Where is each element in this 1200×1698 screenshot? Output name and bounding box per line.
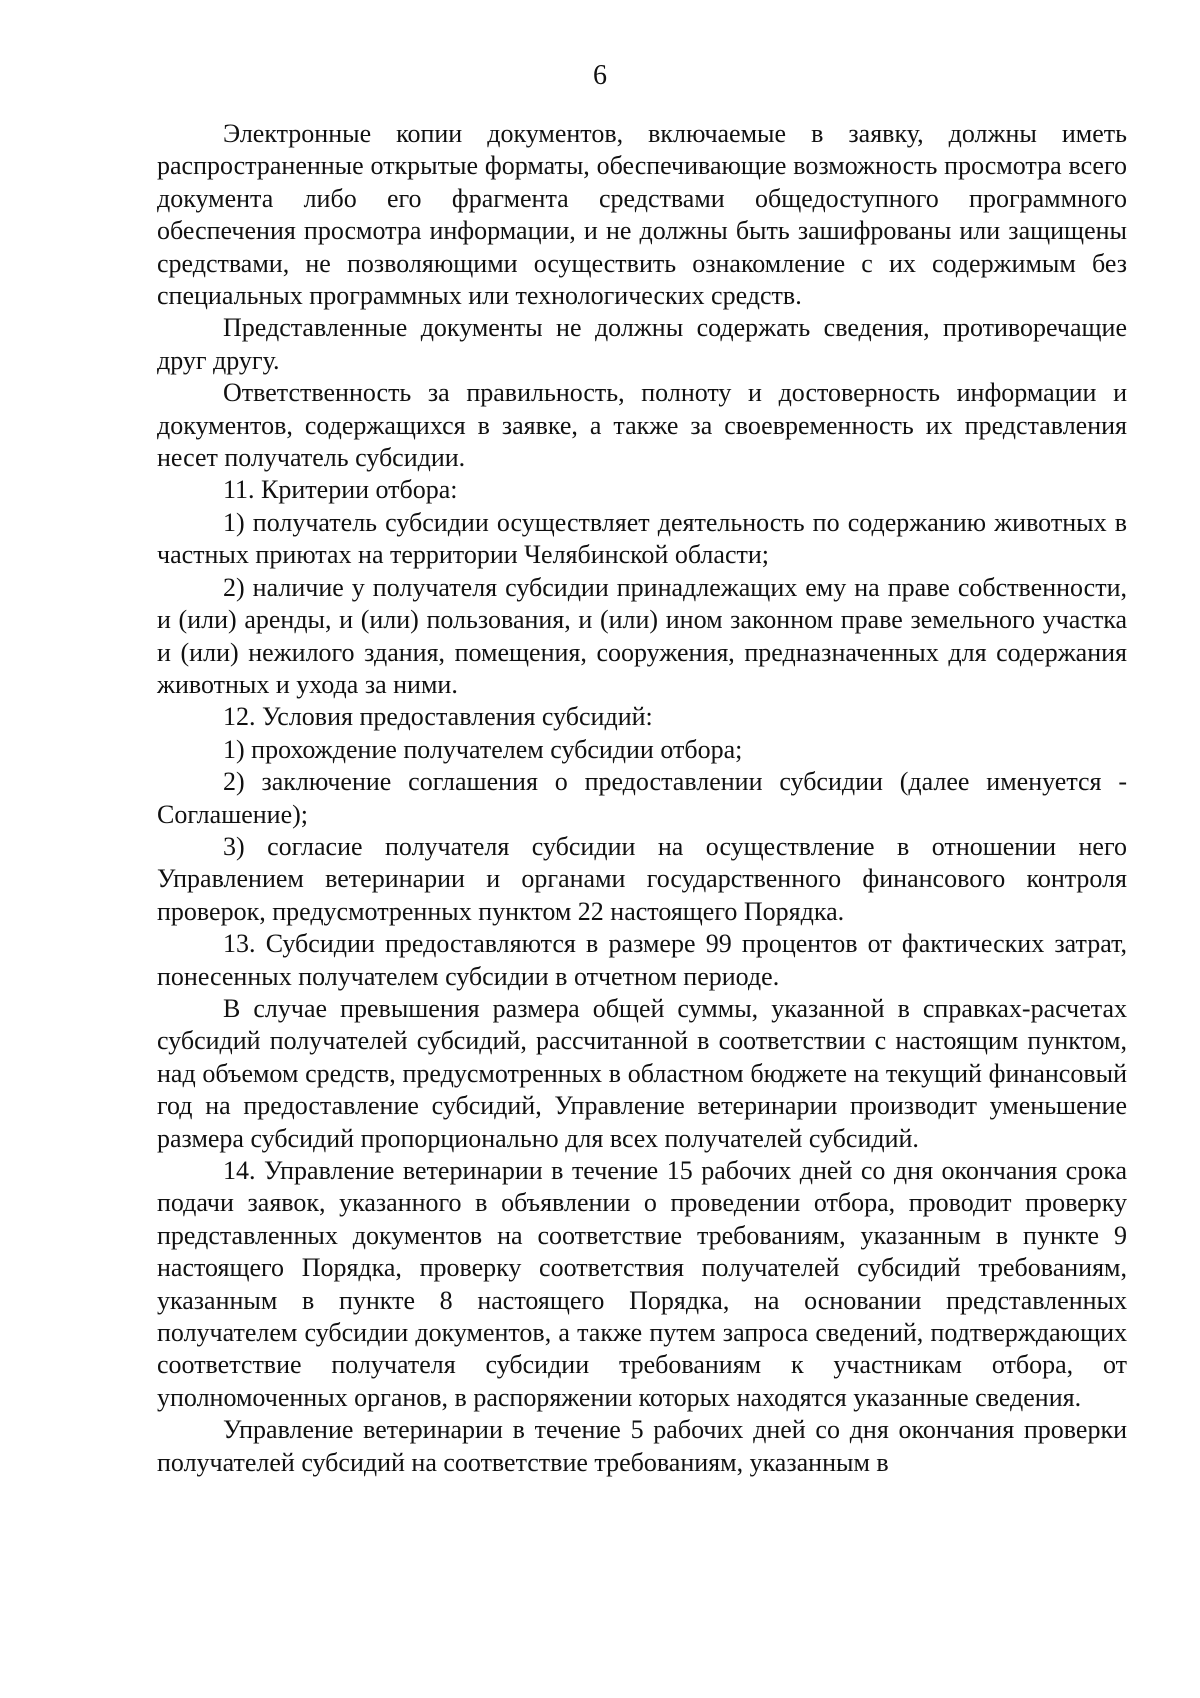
condition-1: 1) прохождение получателем субсидии отбора; bbox=[223, 734, 743, 764]
paragraph-electronic-copies: Электронные копии документов, включаемые в заявку, должны иметь распространенные открытые форматы, обеспечивающие возможность просмотра всего документа либо его фрагмента средствами общедоступного программного обеспечения просмотра информации, и не должны быть зашифрованы или защищены средствами, не позволяющими осуществить ознакомление с их содержимым без специальных программных или технологических средств. bbox=[157, 119, 1127, 311]
criterion-2: 2) наличие у получателя субсидии принадлежащих ему на праве собственности, и (или) аренды, и (или) пользования, и (или) ином законном праве земельного участка и (или) нежилого здания, помещения, сооружения, предназначенных для содержания животных и ухода за ними. bbox=[157, 572, 1127, 699]
section-12-heading: 12. Условия предоставления субсидий: bbox=[223, 702, 653, 732]
condition-3: 3) согласие получателя субсидии на осуществление в отношении него Управлением ветеринарии и органами государственного финансового контроля проверок, предусмотренных пунктом 22 настоящего Порядка. bbox=[157, 831, 1127, 926]
section-14: 14. Управление ветеринарии в течение 15 рабочих дней со дня окончания срока подачи заявок, указанного в объявлении о проведении отбора, проводит проверку представленных документов на соответствие требованиям, указанным в пункте 9 настоящего Порядка, проверку соответствия получателей субсидий требованиям, указанным в пункте 8 настоящего Порядка, на основании представленных получателем субсидии документов, а также путем запроса сведений, подтверждающих соответствие получателя субсидии требованиям к участникам отбора, от уполномоченных органов, в распоряжении которых находятся указанные сведения. bbox=[157, 1156, 1127, 1412]
criterion-1: 1) получатель субсидии осуществляет деятельность по содержанию животных в частных приютах на территории Челябинской области; bbox=[157, 507, 1127, 570]
paragraph-no-contradictions: Представленные документы не должны содержать сведения, противоречащие друг другу. bbox=[157, 313, 1127, 375]
paragraph-responsibility: Ответственность за правильность, полноту и достоверность информации и документов, содержащихся в заявке, а также за своевременность их представления несет получатель субсидии. bbox=[157, 378, 1127, 473]
paragraph-excess-amount: В случае превышения размера общей суммы, указанной в справках-расчетах субсидий получателей субсидий, рассчитанной в соответствии с настоящим пунктом, над объемом средств, предусмотренных в областном бюджете на текущий финансовый год на предоставление субсидий, Управление ветеринарии производит уменьшение размера субсидий пропорционально для всех получателей субсидий. bbox=[157, 993, 1127, 1153]
condition-2: 2) заключение соглашения о предоставлении субсидии (далее именуется - Соглашение); bbox=[157, 767, 1127, 829]
paragraph-5-days-check: Управление ветеринарии в течение 5 рабочих дней со дня окончания проверки получателей субсидий на соответствие требованиям, указанным в bbox=[157, 1415, 1127, 1477]
document-body bbox=[157, 118, 1127, 1479]
section-11-heading: 11. Критерии отбора: bbox=[223, 475, 458, 505]
section-13: 13. Субсидии предоставляются в размере 99 процентов от фактических затрат, понесенных получателем субсидии в отчетном периоде. bbox=[157, 929, 1127, 991]
page-number: 6 bbox=[593, 60, 607, 91]
